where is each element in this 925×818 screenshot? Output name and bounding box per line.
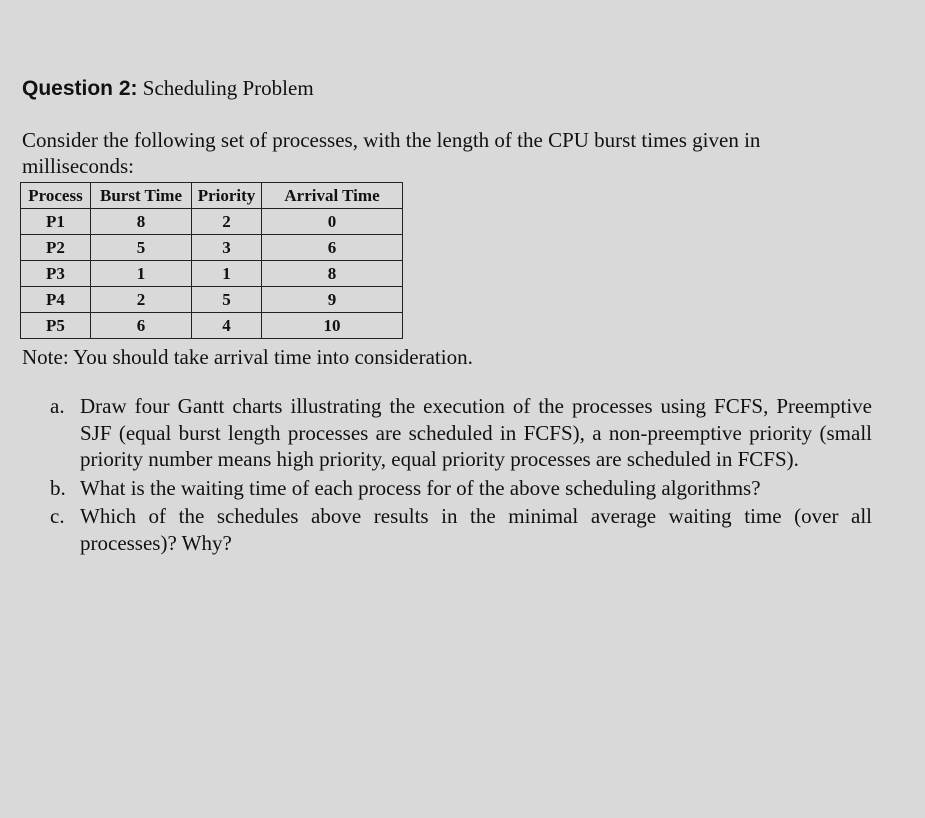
- sub-question-c: [50, 503, 872, 556]
- question-title: Scheduling Problem: [142, 76, 314, 100]
- header-process: Process: [21, 183, 91, 209]
- sub-question-a: [50, 393, 872, 473]
- sub-question-marker: b.: [50, 475, 66, 500]
- cell-burst-time: 2: [91, 287, 192, 313]
- cell-priority: 1: [192, 261, 262, 287]
- cell-process: P4: [21, 287, 91, 313]
- table-header-row: [21, 183, 403, 209]
- sub-question-text: What is the waiting time of each process for of the above scheduling algorithms?: [80, 475, 761, 500]
- table-row: [21, 313, 403, 339]
- sub-question-text: Draw four Gantt charts illustrating the execution of the processes using FCFS, Preemptive SJF (equal burst length processes are scheduled in FCFS), a non-preemptive priority (small priority number means high priority, equal priority processes are scheduled in FCFS).: [80, 394, 872, 471]
- intro-paragraph: Consider the following set of processes, with the length of the CPU burst times given in milliseconds:: [22, 128, 761, 178]
- cell-priority: 3: [192, 235, 262, 261]
- cell-burst-time: 5: [91, 235, 192, 261]
- cell-arrival-time: 9: [262, 287, 403, 313]
- sub-question-list: [50, 393, 872, 558]
- cell-priority: 4: [192, 313, 262, 339]
- cell-process: P5: [21, 313, 91, 339]
- question-label: Question 2:: [22, 77, 138, 100]
- header-arrival-time: Arrival Time: [262, 183, 403, 209]
- sub-question-b: [50, 475, 872, 502]
- question-heading: [22, 74, 314, 103]
- sub-question-marker: a.: [50, 394, 65, 418]
- arrival-note: Note: You should take arrival time into consideration.: [22, 345, 473, 369]
- cell-process: P3: [21, 261, 91, 287]
- sub-question-marker: c.: [50, 504, 65, 528]
- cell-arrival-time: 8: [262, 261, 403, 287]
- process-table: [20, 182, 403, 339]
- cell-priority: 5: [192, 287, 262, 313]
- header-priority: Priority: [192, 183, 262, 209]
- table-row: [21, 261, 403, 287]
- table-row: [21, 209, 403, 235]
- cell-arrival-time: 0: [262, 209, 403, 235]
- cell-arrival-time: 10: [262, 313, 403, 339]
- cell-process: P1: [21, 209, 91, 235]
- cell-priority: 2: [192, 209, 262, 235]
- cell-arrival-time: 6: [262, 235, 403, 261]
- sub-question-text: Which of the schedules above results in the minimal average waiting time (over all processes)? Why?: [80, 504, 872, 555]
- cell-burst-time: 1: [91, 261, 192, 287]
- header-burst-time: Burst Time: [91, 183, 192, 209]
- cell-process: P2: [21, 235, 91, 261]
- table-row: [21, 235, 403, 261]
- cell-burst-time: 8: [91, 209, 192, 235]
- cell-burst-time: 6: [91, 313, 192, 339]
- table-row: [21, 287, 403, 313]
